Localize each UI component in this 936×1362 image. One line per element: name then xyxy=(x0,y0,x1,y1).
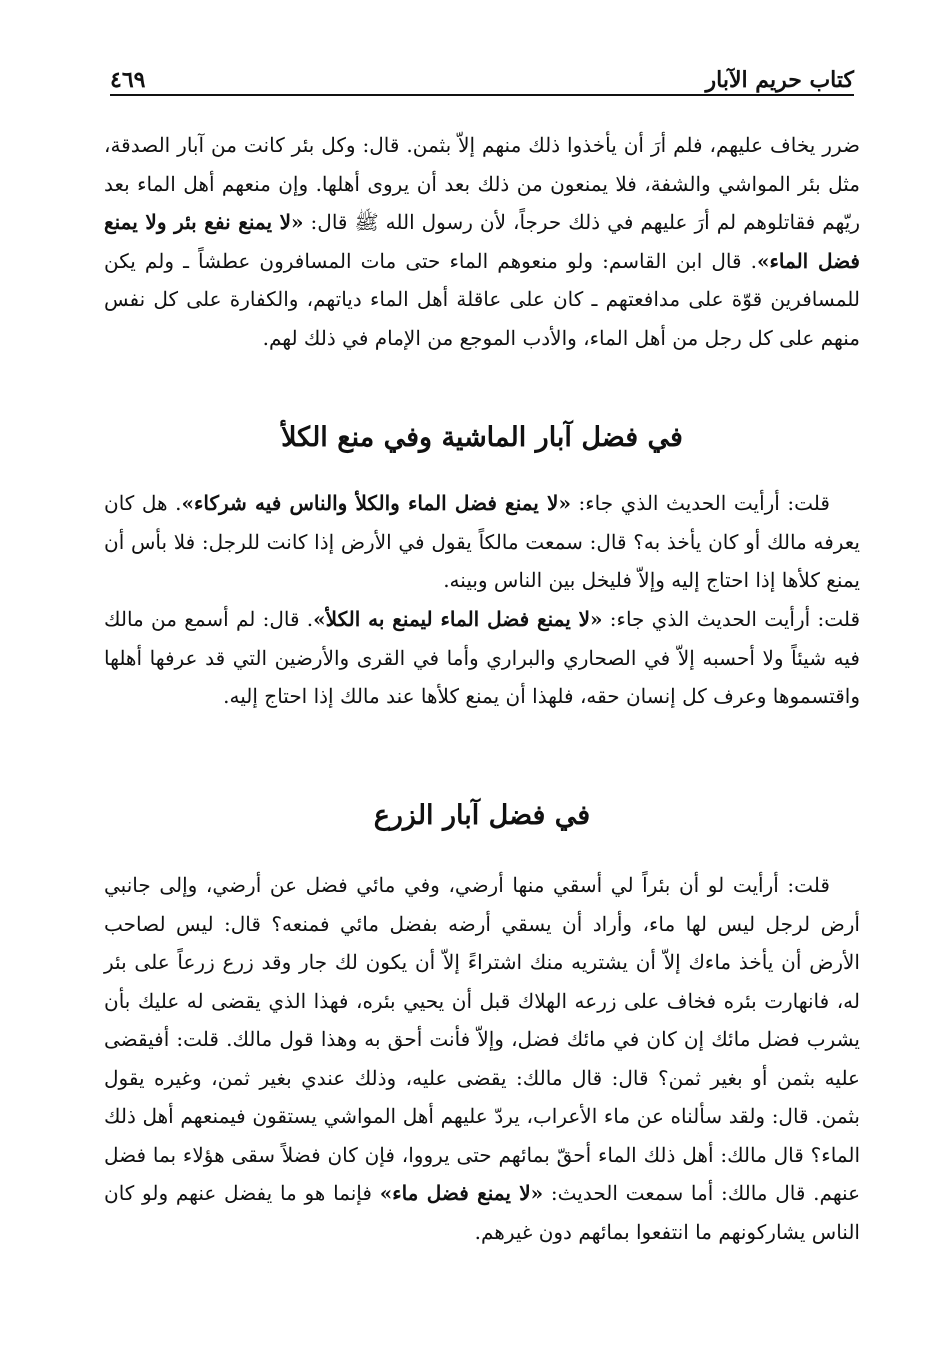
paragraph-4-text-b: فإنما هو ما يفضل عنهم ولو كان الناس يشاركونهم ما انتفعوا بمائهم دون غيرهم. xyxy=(104,1181,860,1244)
paragraph-2-text-a: قلت: أرأيت الحديث الذي جاء: xyxy=(570,491,830,515)
paragraph-3 xyxy=(104,600,860,716)
hadith-quote-4: «لا يمنع فضل ماء» xyxy=(379,1181,544,1205)
paragraph-2-text-b: . هل كان يعرفه مالك أو كان يأخذ به؟ قال: سمعت مالكاً يقول في الأرض إذا كانت للرجل: فلا بأس أن يمنع كلأها إذا احتاج إليه وإلاّ فليخل بين الناس وبينه. xyxy=(104,491,860,592)
paragraph-1-text-b: . قال ابن القاسم: ولو منعوهم الماء حتى مات المسافرون عطشاً ـ ولم يكن للمسافرين قوّة على مدافعتهم ـ كان على عاقلة أهل الماء دياتهم، والكفارة على كل نفس منهم على كل رجل من أهل الماء، والأدب الموجع من الإمام في ذلك لهم. xyxy=(104,248,860,350)
paragraph-2 xyxy=(104,484,860,600)
page-number: ٤٦٩ xyxy=(110,67,146,93)
section-heading-1: في فضل آبار الماشية وفي منع الكلأ xyxy=(281,422,683,453)
paragraph-1 xyxy=(104,126,860,357)
hadith-quote-3: «لا يمنع فضل الماء ليمنع به الكلأ» xyxy=(313,607,603,631)
hadith-quote-2: «لا يمنع فضل الماء والكلأ والناس فيه شركاء» xyxy=(181,491,571,515)
running-title: كتاب حريم الآبار xyxy=(705,67,854,93)
hadith-quote-1: «لا يمنع نفع بئر ولا يمنع فضل الماء» xyxy=(104,210,860,273)
paragraph-4 xyxy=(104,866,860,1251)
running-header xyxy=(110,64,854,96)
section-heading-2: في فضل آبار الزرع xyxy=(373,800,591,831)
paragraph-4-text-a: قلت: أرأيت لو أن بئراً لي أسقي منها أرضي، وفي مائي فضل عن أرضي، وإلى جانبي أرض لرجل ليس لها ماء، وأراد أن يسقي أرضه بفضل مائي فمنعه؟ قال: ليس لصاحب الأرض أن يأخذ ماءك إلاّ أن يشتريه منك اشتراءً إلاّ أن يكون لك جار وقد زرع زرعاً على بئر له، فانهارت بئره فخاف على زرعه الهلاك قبل أن يحيي بئره، فهذا الذي يقضى له عليك بأن يشرب فضل مائك إن كان في مائك فضل، وإلاّ فأنت أحق به وهذا قول مالك. قلت: أفيقضى عليه بثمن أو بغير ثمن؟ قال: قال مالك: يقضى عليه، وذلك عندي بغير ثمن، وغيره يقول بثمن. قال: ولقد سألناه عن ماء الأعراب، يردّ عليهم أهل المواشي يستقون فيمنعهم أهل ذلك الماء؟ قال مالك: أهل ذلك الماء أحقّ بمائهم حتى يرووا، فإن كان فضلاً سقى هؤلاء بما فضل عنهم. قال مالك: أما سمعت الحديث: xyxy=(104,873,860,1205)
paragraph-3-text-b: . قال: لم أسمع من مالك فيه شيئاً ولا أحسبه إلاّ في الصحاري والبراري وأما في القرى والأرضين التي قد عرفها أهلها واقتسموها وعرف كل إنسان حقه، فلهذا أن يمنع كلأها عند مالك إذا احتاج إليه. xyxy=(104,607,860,708)
paragraph-3-text-a: قلت: أرأيت الحديث الذي جاء: xyxy=(602,607,861,631)
paragraph-1-text-a: ضرر يخاف عليهم، فلم أرَ أن يأخذوا ذلك منهم إلاّ بثمن. قال: وكل بئر كانت من آبار الصدقة، مثل بئر المواشي والشفة، فلا يمنعون من ذلك بعد أن يروى أهلها. وإن منعهم أهل الماء بعد ريّهم فقاتلوهم لم أرَ عليهم في ذلك حرجاً، لأن رسول الله ﷺ قال: xyxy=(104,133,860,234)
